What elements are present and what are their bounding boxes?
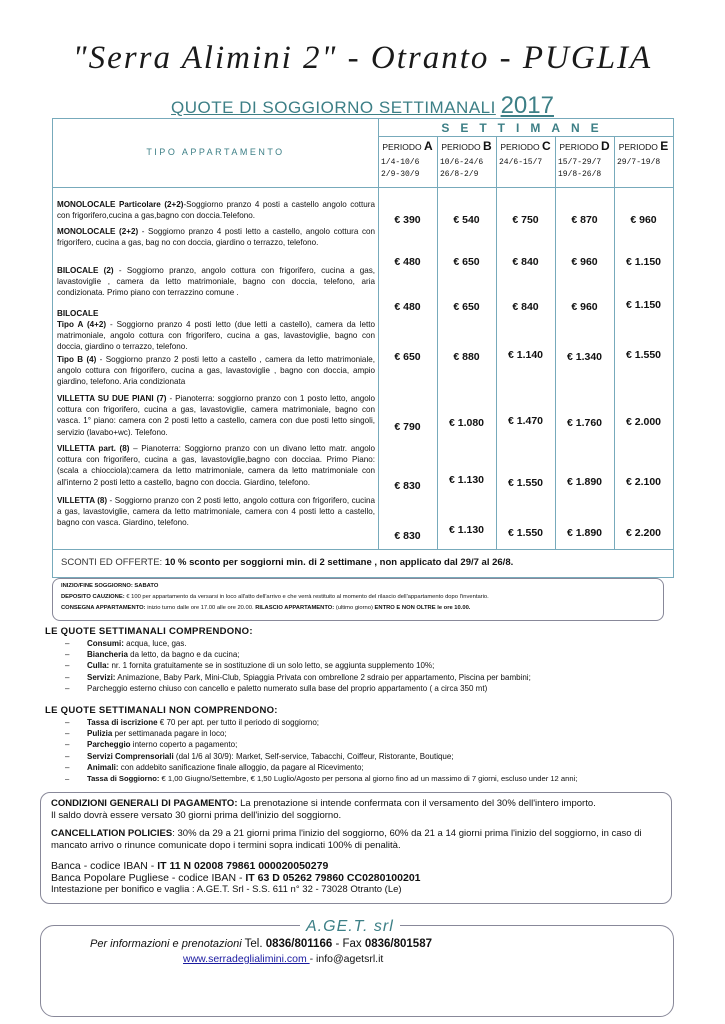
page-subtitle (0, 92, 725, 120)
period-a-dates: 1/4-10/6 2/9-30/9 (381, 158, 420, 179)
desc-villetta-due-piani: VILLETTA SU DUE PIANI (7) - Pianoterra: soggiorno pranzo con 1 posto letto, angolo cottura con frigorifero, cucina a gas, lavastoviglie, camera matrimoniale, bagno con vasca. 1° piano: camera con 2 posti letto a castello, camera con due posti letto singoli, servizio (lavabo+wc). Telefono. (57, 394, 375, 437)
price-cell: € 1.150 (625, 299, 662, 311)
price-cell: € 840 (512, 301, 539, 313)
list-item: – Servizi: Animazione, Baby Park, Mini-Club, Spiaggia Privata con ombrellone 2 sdraio per appartamento, Piscina per bambini; (65, 672, 665, 683)
period-e-dates: 29/7-19/8 (617, 158, 661, 167)
consegna-appartamento: CONSEGNA APPARTAMENTO: inizio turno dalle ore 17.00 alle ore 20.00. RILASCIO APPARTAMENTO: (ultimo giorno) ENTRO E NON OLTRE le ore 10.00. (61, 605, 471, 611)
website-link[interactable]: www.serradeglialimini.com (183, 953, 310, 965)
price-cell: € 650 (453, 256, 480, 268)
price-cell: € 1.470 (507, 415, 544, 427)
price-cell: € 1.550 (507, 477, 544, 489)
price-cell: € 1.550 (625, 349, 662, 361)
period-c-dates: 24/6-15/7 (499, 158, 543, 167)
sconti-offerte: SCONTI ED OFFERTE: 10 % sconto per soggiorni min. di 2 settimane , non applicato dal 29/7 al 26/8. (61, 557, 514, 568)
period-c-header: PERIODO C (500, 139, 551, 153)
period-b-header: PERIODO B (441, 139, 492, 153)
price-cell: € 750 (512, 214, 539, 226)
price-cell: € 960 (630, 214, 657, 226)
desc-monolocale: MONOLOCALE (2+2) - Soggiorno pranzo 4 posti letto a castello, angolo cottura con frigorifero, cucina a gas, bag no con doccia, giardino o terrazzo, telefono. (57, 227, 375, 248)
cancellation-policies: CANCELLATION POLICIES: 30% da 29 a 21 giorni prima l'inizio del soggiorno, 60% da 21 a 14 giorni prima l'inizio del soggiorno, in caso di mancato arrivo o rinunce comunicate dopo i termini sopra indicati 100% di penalità. (51, 828, 642, 851)
list-item: – Culla: nr. 1 fornita gratuitamente se in sostituzione di un solo letto, se aggiunta supplemento 10%; (65, 660, 665, 671)
contact-line: Per informazioni e prenotazioni Tel. 0836/801166 - Fax 0836/801587 (90, 938, 432, 950)
price-table (52, 118, 674, 578)
period-e-header: PERIODO E (618, 139, 669, 153)
payment-balance: Il saldo dovrà essere versato 30 giorni prima dell'inizio del soggiorno. (51, 810, 342, 821)
list-item: – Biancheria da letto, da bagno e da cucina; (65, 649, 665, 660)
list-item: – Tassa di iscrizione € 70 per apt. per tutto il periodo di soggiorno; (65, 717, 665, 728)
info-box (52, 578, 664, 621)
company-name: A.GE.T. srl (300, 918, 400, 936)
non-comprendono-list (65, 717, 665, 784)
list-item: – Animali: con addebito sanificazione finale alloggio, da pagare al Ricevimento; (65, 762, 665, 773)
inizio-fine: INIZIO/FINE SOGGIORNO: SABATO (61, 583, 159, 589)
tipo-header: TIPO APPARTAMENTO (146, 147, 285, 157)
list-item: – Tassa di Soggiorno: € 1,00 Giugno/Settembre, € 1,50 Luglio/Agosto per persona al giorno fino ad un massimo di 7 giorni, escluso under 12 anni; (65, 773, 665, 784)
price-cell: € 960 (571, 256, 598, 268)
subtitle-year: 2017 (500, 92, 554, 119)
price-cell: € 480 (394, 301, 421, 313)
price-cell: € 1.890 (566, 527, 603, 539)
price-cell: € 2.000 (625, 416, 662, 428)
intestazione: Intestazione per bonifico e vaglia : A.GE.T. Srl - S.S. 611 n° 32 - 73028 Otranto (Le) (51, 884, 402, 895)
price-cell: € 960 (571, 301, 598, 313)
price-cell: € 830 (394, 480, 421, 492)
desc-bilocale-heading: BILOCALE (57, 309, 99, 318)
desc-villetta-part: VILLETTA part. (8) – Pianoterra: Soggiorno pranzo con un divano letto matr. angolo cottura con frigorifero, cucina a gas, lavastoviglie,bagno con docciaa. Primo Piano: (scala a chiocciola):camera da letto matrimoniale, camera da letto matrimoniale con all'interno 2 posti letto a castello, bagno con doccia. Giardino, telefono. (57, 444, 375, 487)
price-cell: € 650 (394, 351, 421, 363)
bank-iban-2: Banca Popolare Pugliese - codice IBAN - IT 63 D 05262 79860 CC0280100201 (51, 872, 421, 884)
price-cell: € 1.080 (448, 417, 485, 429)
price-cell: € 880 (453, 351, 480, 363)
list-item: – Parcheggio esterno chiuso con cancello e paletto numerato sulla base del proprio appartamento ( a circa 350 mt) (65, 683, 665, 694)
desc-bilocale: BILOCALE (2) - Soggiorno pranzo, angolo cottura con frigorifero, cucina a gas, lavastoviglie , camera da letto matrimoniale, bagno con doccia, telefono, aria condizionata. Primo piano con terrazzino comune . (57, 266, 375, 298)
comprendono-list (65, 638, 665, 694)
price-cell: € 790 (394, 421, 421, 433)
price-cell: € 830 (394, 530, 421, 542)
list-item: – Pulizia per settimanada pagare in loco; (65, 728, 665, 739)
price-cell: € 1.140 (507, 349, 544, 361)
desc-monolocale-particolare: MONOLOCALE Particolare (2+2)-Soggiorno pranzo 4 posti a castello angolo cottura con frigorifero,cucina a gas,bagno con doccia.Telefono. (57, 200, 375, 221)
subtitle-text: QUOTE DI SOGGIORNO SETTIMANALI (171, 98, 496, 117)
price-cell: € 650 (453, 301, 480, 313)
deposito-cauzione: DEPOSITO CAUZIONE: € 100 per appartamento da versarsi in loco all'atto dell'arrivo e che verrà restituito al momento del rilascio dell'appartamento dopo l'inventario. (61, 594, 489, 600)
price-cell: € 2.100 (625, 476, 662, 488)
price-cell: € 2.200 (625, 527, 662, 539)
list-item: – Parcheggio interno coperto a pagamento; (65, 739, 665, 750)
desc-tipo-b: Tipo B (4) - Soggiorno pranzo 2 posti letto a castello , camera da letto matrimoniale, angolo cottura con frigorifero, cucina a gas, lavastoviglie , bagno con doccia, ampio giardino, telefono. Aria condizionata (57, 355, 375, 387)
web-line: www.serradeglialimini.com - info@agetsrl.it (183, 953, 384, 965)
price-cell: € 1.130 (448, 524, 485, 536)
price-cell: € 1.890 (566, 476, 603, 488)
price-cell: € 1.130 (448, 474, 485, 486)
payment-conditions: CONDIZIONI GENERALI DI PAGAMENTO: La prenotazione si intende confermata con il versamento del 30% dell'intero importo. (51, 798, 596, 809)
period-a-header: PERIODO A (382, 139, 433, 153)
period-d-header: PERIODO D (559, 139, 610, 153)
comprendono-heading: LE QUOTE SETTIMANALI COMPRENDONO: (45, 626, 253, 637)
price-cell: € 1.760 (566, 417, 603, 429)
settimane-header: SETTIMANE (441, 121, 610, 135)
non-comprendono-heading: LE QUOTE SETTIMANALI NON COMPRENDONO: (45, 705, 278, 716)
list-item: – Servizi Comprensoriali (dal 1/6 al 30/9): Market, Self-service, Tabacchi, Coiffeur, Ristorante, Boutique; (65, 751, 665, 762)
price-cell: € 1.550 (507, 527, 544, 539)
bank-iban-1: Banca - codice IBAN - IT 11 N 02008 79861 000020050279 (51, 860, 329, 872)
price-cell: € 870 (571, 214, 598, 226)
price-cell: € 540 (453, 214, 480, 226)
price-cell: € 390 (394, 214, 421, 226)
price-cell: € 480 (394, 256, 421, 268)
period-b-dates: 10/6-24/6 26/8-2/9 (440, 158, 484, 179)
list-item: – Consumi: acqua, luce, gas. (65, 638, 665, 649)
desc-tipo-a: Tipo A (4+2) - Soggiorno pranzo 4 posti letto (due letti a castello), camera da letto matrimoniale, angolo cottura con frigorifero, cucina a gas, lavastoviglie, bagno con doccia, giardino o terrazzo, telefono. (57, 320, 376, 352)
conditions-box (40, 792, 672, 904)
period-d-dates: 15/7-29/7 19/8-26/8 (558, 158, 602, 179)
page-title: "Serra Alimini 2" - Otranto - PUGLIA (72, 40, 653, 76)
email-address[interactable]: info@agetsrl.it (316, 953, 384, 965)
desc-villetta-8: VILLETTA (8) - Soggiorno pranzo con 2 posti letto, angolo cottura con frigorifero, cucina a gas, lavastoviglie, camera da letto matrimoniale, camera con 4 posti letto a castello, bagno con vasca. Giardino, telefono. (57, 496, 375, 528)
price-cell: € 1.150 (625, 256, 662, 268)
price-cell: € 1.340 (566, 351, 603, 363)
price-cell: € 840 (512, 256, 539, 268)
